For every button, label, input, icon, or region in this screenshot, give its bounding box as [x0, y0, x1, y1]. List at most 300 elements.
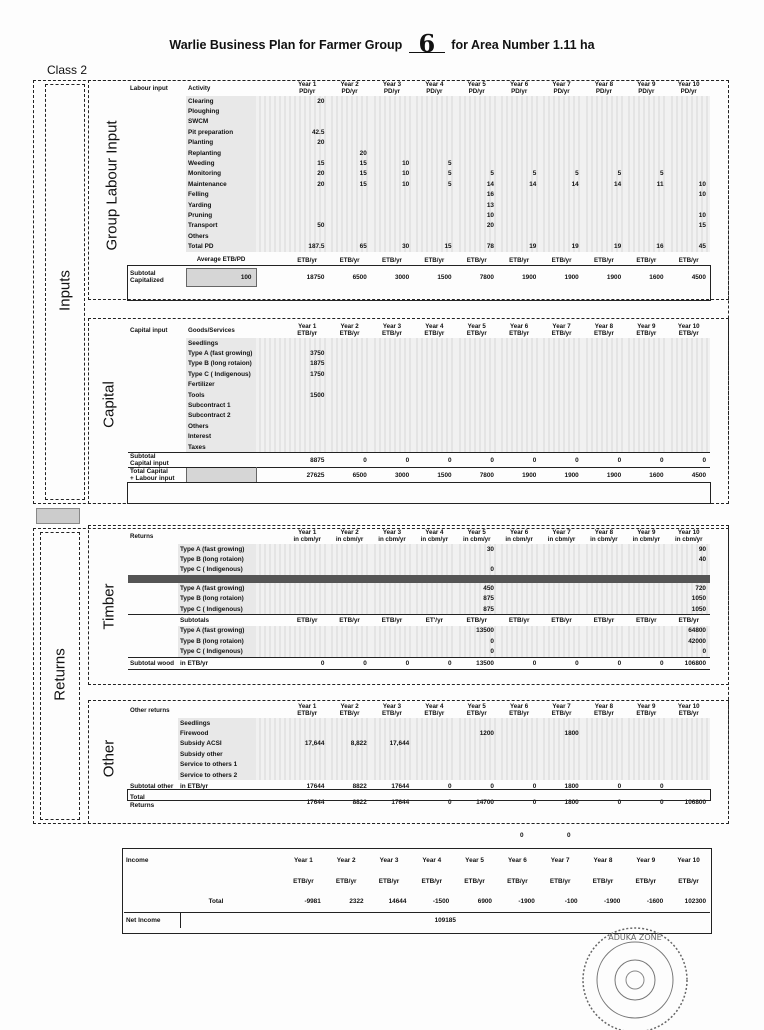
- spacer: [256, 594, 286, 604]
- year-label: Year 2: [336, 856, 356, 864]
- unit-label: ETB/yr: [509, 710, 530, 717]
- value-cell: [668, 565, 710, 575]
- title-prefix: Warlie Business Plan for Farmer Group: [169, 38, 403, 52]
- unit-label: ETB/yr: [421, 877, 443, 885]
- row-label: Clearing: [186, 96, 256, 106]
- spacer: [128, 127, 186, 137]
- spacer: [256, 338, 286, 348]
- value-cell: 0: [448, 798, 452, 806]
- unit-label: in cbm/yr: [590, 536, 618, 543]
- value-cell: [328, 554, 370, 564]
- year-header: [286, 80, 328, 96]
- value-cell: 42000: [668, 636, 710, 646]
- unit-label: ETB/yr: [456, 615, 498, 626]
- value-cell: [498, 718, 540, 728]
- spacer: [256, 127, 286, 137]
- value-cell: [413, 718, 455, 728]
- value-cell: [328, 604, 370, 615]
- subtotal-other-unit: in ETB/yr: [180, 782, 209, 790]
- row-label: Subcontract 1: [186, 400, 256, 410]
- value-cell: 18750: [306, 273, 325, 281]
- unit-label: in cbm/yr: [632, 536, 661, 543]
- value-cell: [540, 117, 582, 127]
- value-cell: [625, 190, 667, 200]
- labour-head-b: Activity: [188, 84, 211, 92]
- spacer: [256, 728, 286, 738]
- value-cell: [540, 369, 582, 379]
- unit-label: in cbm/yr: [378, 536, 406, 543]
- value-cell: [583, 138, 625, 148]
- value-cell: [371, 231, 413, 241]
- value-cell: [625, 138, 667, 148]
- spacer: [256, 106, 286, 116]
- value-cell: [668, 369, 710, 379]
- value-cell: [286, 636, 328, 646]
- year-header: [625, 322, 667, 338]
- value-cell: 30: [456, 544, 498, 554]
- unit-label: ETB/yr: [678, 877, 699, 885]
- spacer: [128, 749, 178, 759]
- value-cell: [540, 739, 582, 749]
- value-cell: 8822: [352, 798, 367, 806]
- year-label: Year 7: [552, 81, 571, 88]
- value-cell: [668, 106, 710, 116]
- spacer: [256, 718, 286, 728]
- year-header: [583, 80, 625, 96]
- unit-label: in cbm/yr: [505, 536, 533, 543]
- spacer: [256, 148, 286, 158]
- value-cell: 0: [371, 657, 413, 669]
- value-cell: 8,822: [328, 739, 370, 749]
- labour-row: [128, 190, 710, 200]
- year-header: [456, 80, 498, 96]
- unit-label: ETB/yr: [593, 330, 614, 337]
- value-cell: [540, 636, 582, 646]
- spacer: [128, 770, 178, 780]
- value-cell: [668, 200, 710, 210]
- value-cell: [371, 380, 413, 390]
- value-cell: [498, 117, 540, 127]
- capital-row: [128, 348, 710, 358]
- value-cell: [456, 158, 498, 168]
- value-cell: [328, 749, 370, 759]
- value-cell: [668, 169, 710, 179]
- year-label: Year 10: [677, 703, 700, 710]
- value-cell: [286, 190, 328, 200]
- row-label: Seedlings: [178, 718, 256, 728]
- capital-row: [128, 380, 710, 390]
- subtotal-other-label: Subtotal other: [130, 782, 174, 790]
- value-cell: [371, 647, 413, 658]
- row-label: Type C ( Indigenous): [178, 604, 256, 615]
- unit-label: ETB/yr: [509, 330, 530, 337]
- value-cell: [625, 380, 667, 390]
- row-label: Others: [186, 231, 256, 241]
- year-header: [625, 528, 667, 544]
- value-cell: -1900: [604, 898, 621, 906]
- spacer: [256, 190, 286, 200]
- value-cell: [413, 565, 455, 575]
- value-cell: [456, 739, 498, 749]
- value-cell: [413, 770, 455, 780]
- value-cell: 10: [456, 210, 498, 220]
- spacer: [128, 604, 178, 615]
- year-label: Year 8: [594, 703, 614, 710]
- year-header: [668, 528, 710, 544]
- value-cell: [668, 359, 710, 369]
- spacer: [256, 411, 286, 421]
- spacer: [128, 636, 178, 646]
- value-cell: 10: [371, 158, 413, 168]
- row-label: Service to others 1: [178, 760, 256, 770]
- value-cell: [668, 760, 710, 770]
- value-cell: 20: [328, 148, 370, 158]
- year-label: Year 4: [425, 323, 444, 330]
- value-cell: [498, 583, 540, 593]
- spacer: [256, 647, 286, 658]
- value-cell: [456, 127, 498, 137]
- row-label: Interest: [186, 432, 256, 442]
- value-cell: [668, 432, 710, 442]
- value-cell: [668, 348, 710, 358]
- capital-subtotal-label: [128, 453, 186, 468]
- value-cell: [583, 544, 625, 554]
- value-cell: [668, 231, 710, 241]
- unit-label: ETB/yr: [293, 877, 314, 885]
- value-cell: [286, 117, 328, 127]
- value-cell: 4500: [668, 468, 710, 483]
- year-header: [498, 702, 540, 718]
- year-label: Year 4: [425, 81, 444, 88]
- spacer: [124, 892, 180, 912]
- value-cell: [498, 158, 540, 168]
- labour-head-a: Labour input: [130, 84, 168, 92]
- unit-label: ETB/yr: [549, 877, 571, 885]
- value-cell: [371, 554, 413, 564]
- spacer: [128, 565, 178, 575]
- value-cell: 14: [456, 179, 498, 189]
- value-cell: [625, 117, 667, 127]
- value-cell: 1800: [564, 798, 579, 806]
- value-cell: [583, 106, 625, 116]
- value-cell: [371, 442, 413, 453]
- value-cell: 15: [413, 241, 455, 251]
- spacer: [256, 380, 286, 390]
- timber-value-row: [128, 647, 710, 658]
- value-cell: [583, 432, 625, 442]
- value-cell: [625, 749, 667, 759]
- spacer: [128, 594, 178, 604]
- value-cell: [583, 380, 625, 390]
- row-label: SWCM: [186, 117, 256, 127]
- income-header-row: [124, 850, 710, 870]
- spacer: [128, 106, 186, 116]
- value-cell: 2322: [349, 898, 364, 906]
- labour-row: [128, 200, 710, 210]
- value-cell: [583, 369, 625, 379]
- spacer: [128, 411, 186, 421]
- value-cell: 0: [456, 647, 498, 658]
- title-suffix: for Area Number 1.11 ha: [451, 38, 595, 52]
- value-cell: [498, 200, 540, 210]
- value-cell: [328, 190, 370, 200]
- value-cell: [540, 442, 582, 453]
- value-cell: [371, 210, 413, 220]
- year-header: [328, 80, 370, 96]
- capital-subtotal-mid: [186, 453, 256, 468]
- value-cell: [371, 359, 413, 369]
- year-header: [371, 80, 413, 96]
- value-cell: [328, 369, 370, 379]
- value-cell: [371, 718, 413, 728]
- year-label: Year 3: [382, 323, 402, 330]
- value-cell: [286, 148, 328, 158]
- value-cell: [625, 718, 667, 728]
- spacer: [256, 565, 286, 575]
- row-label: Service to others 2: [178, 770, 256, 780]
- spacer: [128, 615, 178, 626]
- value-cell: 7800: [479, 273, 494, 281]
- value-cell: [498, 210, 540, 220]
- spacer: [128, 544, 178, 554]
- labour-header-row: [128, 80, 710, 96]
- labour-row: [128, 117, 710, 127]
- value-cell: 40: [668, 554, 710, 564]
- spacer: [128, 442, 186, 453]
- value-cell: 16: [456, 190, 498, 200]
- value-cell: [413, 369, 455, 379]
- value-cell: [498, 594, 540, 604]
- unit-label: ETB/yr: [424, 330, 445, 337]
- net-income-value: 109185: [180, 912, 710, 928]
- value-cell: 17644: [391, 798, 410, 806]
- value-cell: 1050: [668, 604, 710, 615]
- value-cell: [625, 594, 667, 604]
- unit-label: ETB/yr: [297, 330, 318, 337]
- value-cell: [371, 127, 413, 137]
- value-cell: [498, 421, 540, 431]
- value-cell: [498, 369, 540, 379]
- value-cell: [456, 749, 498, 759]
- timber-returns-table: [128, 528, 710, 670]
- value-cell: 0: [413, 657, 455, 669]
- value-cell: [668, 728, 710, 738]
- value-cell: [456, 96, 498, 106]
- unit-label: in cbm/yr: [675, 536, 703, 543]
- value-cell: 30: [371, 241, 413, 251]
- value-cell: [583, 117, 625, 127]
- value-cell: [583, 565, 625, 575]
- value-cell: 450: [456, 583, 498, 593]
- value-cell: 1875: [286, 359, 328, 369]
- value-cell: [668, 117, 710, 127]
- value-cell: [413, 221, 455, 231]
- value-cell: 0: [286, 657, 328, 669]
- spacer: [256, 626, 286, 636]
- unit-label: ETB/yr: [509, 256, 530, 264]
- unit-label: PD/yr: [553, 88, 570, 95]
- spacer: [128, 647, 178, 658]
- year-label: Year 8: [594, 529, 614, 536]
- spacer: [256, 528, 286, 544]
- capital-row: [128, 390, 710, 400]
- value-cell: [286, 544, 328, 554]
- value-cell: [371, 338, 413, 348]
- unit-label: PD/yr: [595, 88, 613, 95]
- year-header: [413, 322, 455, 338]
- value-cell: [498, 348, 540, 358]
- value-cell: [498, 148, 540, 158]
- value-cell: 0: [328, 657, 370, 669]
- value-cell: 0: [625, 453, 667, 468]
- value-cell: 187.5: [286, 241, 328, 251]
- value-cell: [413, 583, 455, 593]
- row-label: Type A (fast growing): [178, 626, 256, 636]
- value-cell: [413, 210, 455, 220]
- capital-row: [128, 359, 710, 369]
- year-header: [286, 322, 328, 338]
- row-label: Felling: [186, 190, 256, 200]
- labour-row: [128, 158, 710, 168]
- spacer: [124, 870, 180, 892]
- unit-label: ETB/yr: [540, 615, 582, 626]
- value-cell: [286, 200, 328, 210]
- value-cell: [625, 728, 667, 738]
- label-line-1: Subtotal: [130, 270, 156, 278]
- value-cell: [583, 554, 625, 564]
- value-cell: [498, 626, 540, 636]
- value-cell: [583, 636, 625, 646]
- year-label: Year 2: [340, 81, 359, 88]
- year-header: [668, 702, 710, 718]
- timber-head-b: [178, 528, 256, 544]
- unit-label: ETB/yr: [382, 330, 402, 337]
- spacer: [256, 615, 286, 626]
- value-cell: 20: [286, 96, 328, 106]
- unit-label: ETB/yr: [286, 615, 328, 626]
- spacer: [128, 728, 178, 738]
- official-stamp: [540, 910, 710, 1030]
- value-cell: [540, 390, 582, 400]
- unit-label: PD/yr: [383, 88, 401, 95]
- spacer: [252, 870, 282, 892]
- year-label: Year 5: [467, 81, 486, 88]
- unit-label: in cbm/yr: [335, 536, 364, 543]
- value-cell: [498, 636, 540, 646]
- value-cell: [625, 210, 667, 220]
- year-label: Year 9: [637, 81, 656, 88]
- year-label: Year 7: [550, 856, 570, 864]
- year-label: Year 1: [298, 529, 317, 536]
- value-cell: [540, 421, 582, 431]
- row-label: Transport: [186, 221, 256, 231]
- unit-label: ETB/yr: [297, 256, 318, 264]
- value-cell: [540, 380, 582, 390]
- value-cell: [625, 760, 667, 770]
- year-label: Year 6: [510, 529, 529, 536]
- spacer: [128, 380, 186, 390]
- unit-label: ETB/yr: [339, 330, 360, 337]
- year-label: Year 9: [636, 856, 656, 864]
- value-cell: [413, 231, 455, 241]
- unit-label: ETB/yr: [424, 710, 445, 717]
- average-etb-input: 100: [186, 268, 256, 286]
- value-cell: [625, 359, 667, 369]
- unit-label: ETB/yr: [668, 615, 710, 626]
- value-cell: [583, 190, 625, 200]
- year-label: Year 10: [677, 323, 700, 330]
- unit-label: ETB/yr: [466, 256, 487, 264]
- value-cell: 5: [625, 169, 667, 179]
- year-header: [413, 702, 455, 718]
- value-cell: 1200: [456, 728, 498, 738]
- value-cell: [286, 760, 328, 770]
- value-cell: [371, 636, 413, 646]
- label-line-2: Returns: [130, 802, 155, 810]
- year-label: Year 4: [425, 703, 444, 710]
- year-header: [456, 322, 498, 338]
- value-cell: [371, 221, 413, 231]
- year-header: [668, 322, 710, 338]
- spacer: [128, 221, 186, 231]
- value-cell: [328, 718, 370, 728]
- label-line-1: Total Capital: [130, 468, 168, 476]
- value-cell: [625, 583, 667, 593]
- value-cell: [583, 594, 625, 604]
- value-cell: 1500: [286, 390, 328, 400]
- value-cell: [456, 432, 498, 442]
- value-cell: [371, 421, 413, 431]
- extra-zero-2: 0: [567, 832, 571, 839]
- income-total-label: Total: [208, 898, 224, 906]
- row-label: Subsidy ACSI: [178, 739, 256, 749]
- timber-header-row: [128, 528, 710, 544]
- value-cell: [371, 138, 413, 148]
- value-cell: 1900: [564, 273, 579, 281]
- value-cell: 13500: [456, 626, 498, 636]
- value-cell: [625, 390, 667, 400]
- unit-label: ETB/yr: [593, 710, 614, 717]
- spacer: [256, 421, 286, 431]
- unit-label: ETB/yr: [635, 877, 657, 885]
- value-cell: [286, 647, 328, 658]
- year-header: [286, 528, 328, 544]
- value-cell: [583, 96, 625, 106]
- value-cell: [371, 400, 413, 410]
- value-cell: [540, 210, 582, 220]
- document-title: [0, 29, 764, 58]
- labour-row: [128, 106, 710, 116]
- spacer: [256, 231, 286, 241]
- value-cell: 0: [583, 657, 625, 669]
- value-cell: 6500: [328, 468, 370, 483]
- year-label: Year 10: [677, 529, 700, 536]
- value-cell: 5: [413, 179, 455, 189]
- value-cell: 8875: [286, 453, 328, 468]
- value-cell: [456, 411, 498, 421]
- capital-total-mid: [186, 468, 256, 483]
- value-cell: [498, 190, 540, 200]
- value-cell: 5: [413, 169, 455, 179]
- year-header: [328, 702, 370, 718]
- spacer: [256, 702, 286, 718]
- unit-label: PD/yr: [468, 88, 485, 95]
- row-label: Weeding: [186, 158, 256, 168]
- value-cell: 10: [668, 210, 710, 220]
- handwritten-group-number: 6: [409, 36, 445, 53]
- value-cell: 1900: [583, 468, 625, 483]
- subtotal-wood-label: Subtotal wood: [128, 657, 178, 669]
